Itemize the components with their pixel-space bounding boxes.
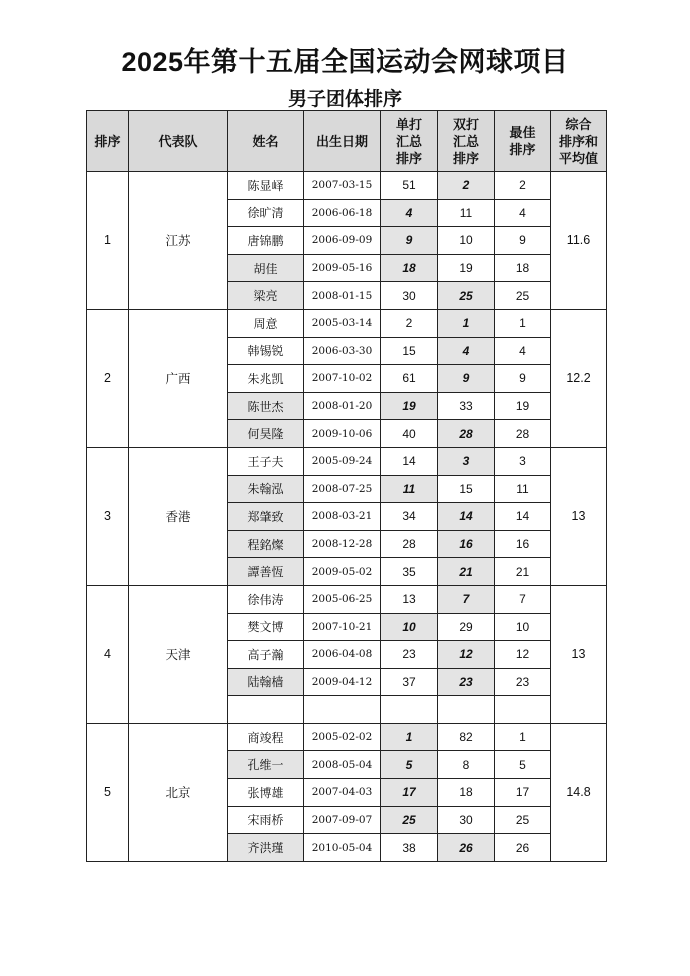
player-name [228,696,304,724]
birth-date: 2006-04-08 [304,641,381,669]
header-row [87,111,607,172]
team-name: 江苏 [129,172,228,310]
singles-rank: 10 [381,613,438,641]
header-line: 单打 [395,116,422,132]
birth-date: 2010-05-04 [304,834,381,862]
best-rank: 4 [495,337,551,365]
overall-score: 12.2 [551,309,607,447]
table-row [87,585,607,613]
singles-rank: 14 [381,447,438,475]
doubles-rank: 7 [438,585,495,613]
birth-date: 2005-02-02 [304,723,381,751]
team-rank: 5 [87,723,129,861]
birth-date: 2008-05-04 [304,751,381,779]
birth-date: 2006-06-18 [304,199,381,227]
header-line: 排序 [509,142,536,157]
birth-date: 2008-12-28 [304,530,381,558]
best-rank: 16 [495,530,551,558]
header-line: 综合 [565,116,592,132]
doubles-rank: 33 [438,392,495,420]
overall-score: 13 [551,447,607,585]
doubles-rank: 18 [438,779,495,807]
doubles-rank: 4 [438,337,495,365]
player-name: 徐旷清 [228,199,304,227]
doubles-rank: 28 [438,420,495,448]
doubles-rank: 16 [438,530,495,558]
player-name: 程銘燦 [228,530,304,558]
table-row [87,172,607,200]
birth-date: 2007-03-15 [304,172,381,200]
best-rank: 14 [495,503,551,531]
header-line: 代表队 [158,133,198,149]
birth-date: 2007-10-21 [304,613,381,641]
best-rank: 9 [495,365,551,393]
doubles-rank: 23 [438,668,495,696]
doubles-rank [438,696,495,724]
header-line: 姓名 [252,133,279,149]
player-name: 何昊隆 [228,420,304,448]
best-rank: 3 [495,447,551,475]
birth-date [304,696,381,724]
best-rank: 28 [495,420,551,448]
singles-rank: 11 [381,475,438,503]
best-rank: 9 [495,227,551,255]
player-name: 譚善恆 [228,558,304,586]
singles-rank: 38 [381,834,438,862]
birth-date: 2006-03-30 [304,337,381,365]
player-name: 陆翰樯 [228,668,304,696]
birth-date: 2005-03-14 [304,309,381,337]
singles-rank: 15 [381,337,438,365]
singles-rank: 4 [381,199,438,227]
player-name: 商竣程 [228,723,304,751]
player-name: 徐伟涛 [228,585,304,613]
best-rank: 7 [495,585,551,613]
header-line: 双打 [452,116,479,132]
birth-date: 2005-09-24 [304,447,381,475]
birth-date: 2006-09-09 [304,227,381,255]
singles-rank: 37 [381,668,438,696]
page-subtitle: 男子团体排序 [287,89,402,110]
birth-date: 2008-01-20 [304,392,381,420]
team-rank: 4 [87,585,129,723]
best-rank: 5 [495,751,551,779]
birth-date: 2009-05-16 [304,254,381,282]
doubles-rank: 26 [438,834,495,862]
header-line: 汇总 [395,133,422,149]
best-rank: 12 [495,641,551,669]
singles-rank: 18 [381,254,438,282]
header-line: 排序 [395,150,422,166]
header-line: 最佳 [509,125,536,140]
doubles-rank: 11 [438,199,495,227]
singles-rank: 35 [381,558,438,586]
player-name: 樊文博 [228,613,304,641]
player-name: 齐洪瑾 [228,834,304,862]
header-overall [551,111,607,172]
doubles-rank: 82 [438,723,495,751]
birth-date: 2007-09-07 [304,806,381,834]
player-name: 陈显峄 [228,172,304,200]
header-birthdate [304,111,381,172]
overall-score: 14.8 [551,723,607,861]
birth-date: 2007-10-02 [304,365,381,393]
player-name: 韩锡锐 [228,337,304,365]
singles-rank: 19 [381,392,438,420]
player-name: 梁亮 [228,282,304,310]
doubles-rank: 21 [438,558,495,586]
doubles-rank: 8 [438,751,495,779]
header-line: 排序 [94,133,121,149]
player-name: 高子瀚 [228,641,304,669]
header-line: 排序和 [558,133,598,149]
best-rank: 18 [495,254,551,282]
singles-rank: 28 [381,530,438,558]
best-rank: 26 [495,834,551,862]
header-name [228,111,304,172]
player-name: 唐锦鹏 [228,227,304,255]
page-title: 2025年第十五届全国运动会网球项目 [121,47,569,77]
best-rank: 19 [495,392,551,420]
doubles-rank: 29 [438,613,495,641]
table-row [87,309,607,337]
birth-date: 2008-03-21 [304,503,381,531]
best-rank: 11 [495,475,551,503]
best-rank: 21 [495,558,551,586]
doubles-rank: 2 [438,172,495,200]
best-rank: 1 [495,723,551,751]
doubles-rank: 9 [438,365,495,393]
singles-rank: 40 [381,420,438,448]
singles-rank: 13 [381,585,438,613]
overall-score: 11.6 [551,172,607,310]
singles-rank: 34 [381,503,438,531]
team-name: 香港 [129,447,228,585]
team-name: 天津 [129,585,228,723]
team-name: 北京 [129,723,228,861]
best-rank: 25 [495,282,551,310]
birth-date: 2005-06-25 [304,585,381,613]
doubles-rank: 10 [438,227,495,255]
header-team [129,111,228,172]
best-rank [495,696,551,724]
singles-rank: 25 [381,806,438,834]
singles-rank: 61 [381,365,438,393]
doubles-rank: 1 [438,309,495,337]
best-rank: 25 [495,806,551,834]
best-rank: 4 [495,199,551,227]
singles-rank: 51 [381,172,438,200]
ranking-table [86,110,607,862]
singles-rank: 23 [381,641,438,669]
header-rank [87,111,129,172]
header-line: 汇总 [452,133,479,149]
table-body [87,172,607,862]
team-rank: 3 [87,447,129,585]
table-row [87,723,607,751]
birth-date: 2009-04-12 [304,668,381,696]
player-name: 周意 [228,309,304,337]
singles-rank: 1 [381,723,438,751]
best-rank: 1 [495,309,551,337]
header-best-rank [495,111,551,172]
doubles-rank: 15 [438,475,495,503]
header-line: 排序 [452,150,479,166]
team-name: 广西 [129,309,228,447]
birth-date: 2007-04-03 [304,779,381,807]
birth-date: 2009-05-02 [304,558,381,586]
singles-rank: 5 [381,751,438,779]
player-name: 胡佳 [228,254,304,282]
overall-score: 13 [551,585,607,723]
best-rank: 2 [495,172,551,200]
birth-date: 2009-10-06 [304,420,381,448]
player-name: 陈世杰 [228,392,304,420]
player-name: 孔维一 [228,751,304,779]
doubles-rank: 25 [438,282,495,310]
singles-rank: 30 [381,282,438,310]
birth-date: 2008-07-25 [304,475,381,503]
doubles-rank: 19 [438,254,495,282]
singles-rank: 2 [381,309,438,337]
best-rank: 23 [495,668,551,696]
singles-rank: 17 [381,779,438,807]
doubles-rank: 12 [438,641,495,669]
player-name: 朱翰泓 [228,475,304,503]
header-singles-rank [381,111,438,172]
table-row [87,447,607,475]
player-name: 郑肇致 [228,503,304,531]
header-line: 平均值 [558,150,598,166]
best-rank: 17 [495,779,551,807]
header-line: 出生日期 [315,133,368,149]
doubles-rank: 3 [438,447,495,475]
player-name: 张博雄 [228,779,304,807]
team-rank: 1 [87,172,129,310]
player-name: 朱兆凯 [228,365,304,393]
player-name: 宋雨桥 [228,806,304,834]
team-rank: 2 [87,309,129,447]
doubles-rank: 14 [438,503,495,531]
header-doubles-rank [438,111,495,172]
singles-rank: 9 [381,227,438,255]
doubles-rank: 30 [438,806,495,834]
best-rank: 10 [495,613,551,641]
singles-rank [381,696,438,724]
player-name: 王子夫 [228,447,304,475]
birth-date: 2008-01-15 [304,282,381,310]
